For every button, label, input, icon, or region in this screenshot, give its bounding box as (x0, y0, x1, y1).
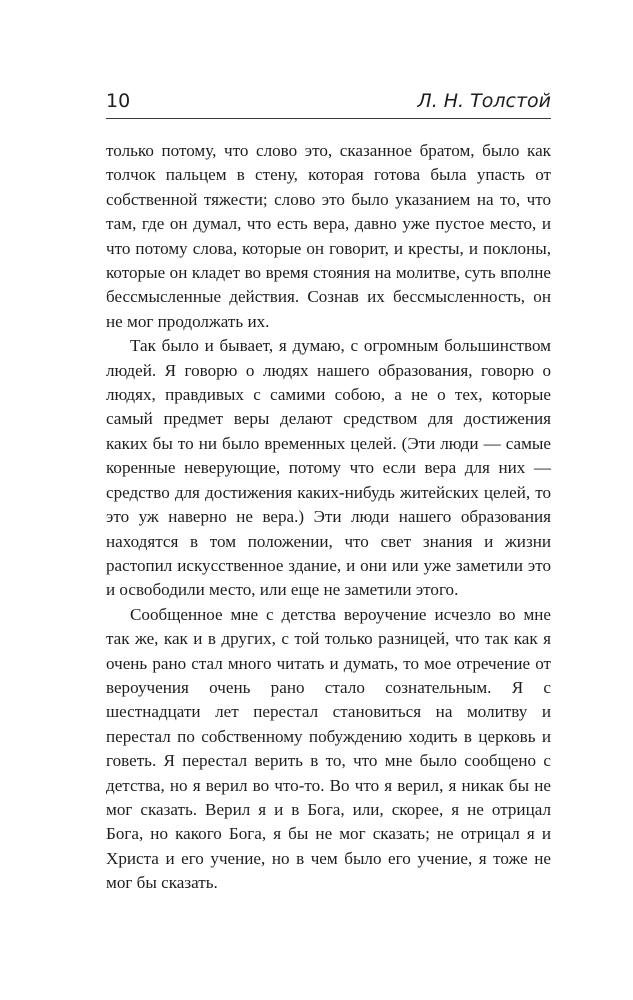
text-body (106, 139, 551, 896)
paragraph: Сообщенное мне с детства вероучение исчезло во мне так же, как и в других, с той только разницей, что так как я очень рано стал много читать и думать, то мое отречение от вероучения очень рано стало сознательным. Я с шестнадцати лет перестал становиться на молитву и перестал по собственному побуждению ходить в церковь и говеть. Я перестал верить в то, что мне было сообщено с детства, но я верил во что-то. Во что я верил, я никак бы не мог сказать. Верил я и в Бога, или, скорее, я не отрицал Бога, но какого Бога, я бы не мог сказать; не отрицал я и Христа и его учение, но в чем было его учение, я тоже не мог бы сказать. (106, 604, 551, 893)
paragraph: Так было и бывает, я думаю, с огромным большинством людей. Я говорю о людях нашего образования, говорю о людях, правдивых с самими собою, а не о тех, которые самый предмет веры делают средством для достижения каких бы то ни было временных целей. (Эти люди — самые коренные неверующие, потому что если вера для них — средство для достижения каких-нибудь житейских целей, то это уж наверно не вера.) Эти люди нашего образования находятся в том положении, что свет знания и жизни растопил искусственное здание, и они или уже заметили это и освободили место, или еще не заметили этого. (106, 336, 551, 600)
paragraph-continuation: только потому, что слово это, сказанное братом, было как толчок пальцем в стену, которая готова была упасть от собственной тяжести; слово это было указанием на то, что там, где он думал, что есть вера, давно уже пустое место, и что потому слова, которые он говорит, и кресты, и поклоны, которые он кладет во время стояния на молитве, суть вполне бессмысленные действия. Сознав их бессмысленность, он не мог продолжать их. (106, 141, 551, 331)
page-number: 10 (106, 90, 131, 112)
running-header (106, 88, 551, 119)
book-page (106, 88, 551, 896)
running-title: Л. Н. Толстой (417, 90, 551, 112)
